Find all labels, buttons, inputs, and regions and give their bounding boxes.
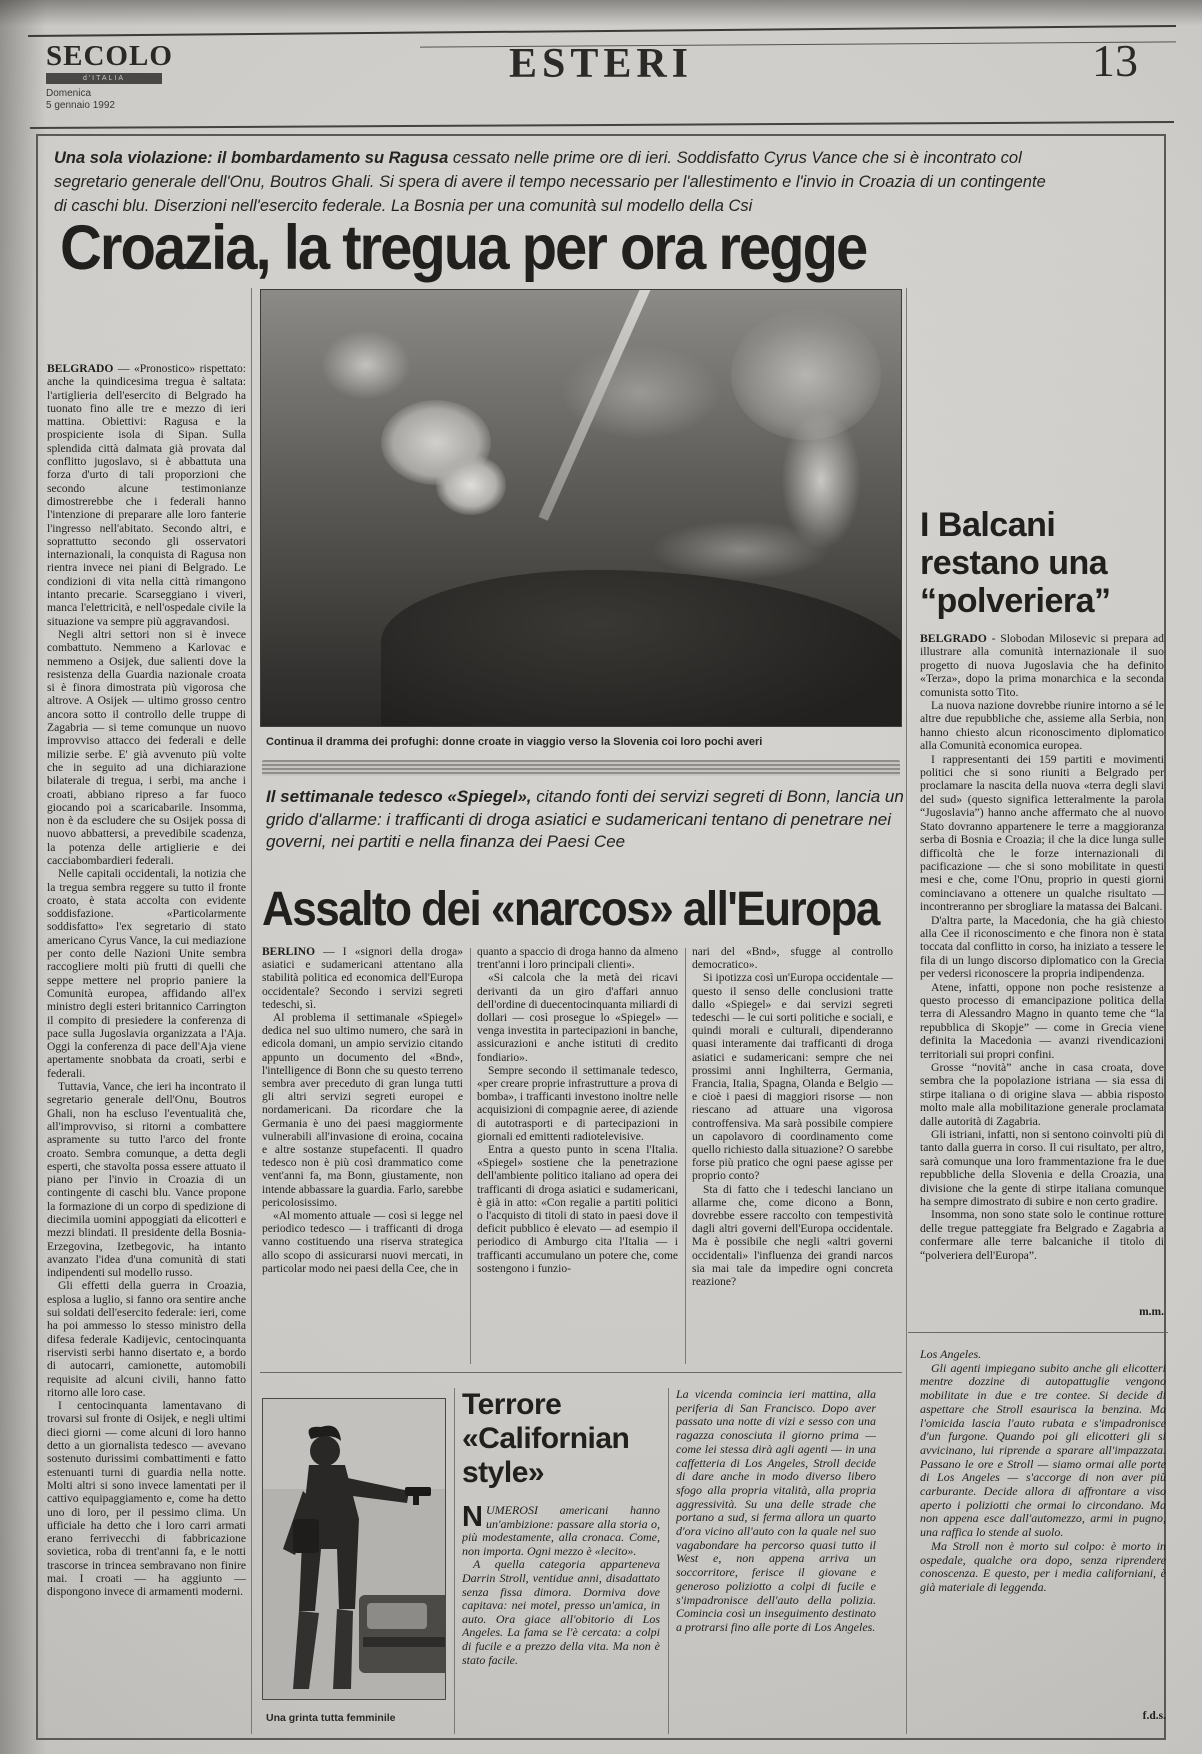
narcos-column-3 xyxy=(692,946,893,1366)
narcos-c2-p4: Entra a questo punto in scena l'Italia. «Spiegel» sostiene che la penetrazione dell'ambiente politico italiano ad opera dei trafficanti di droga asiatici e sudamericani, è già in atto: «Con regalie a partiti politici o l'acquisto di titoli di stato in paesi dove il deficit pubblico è elevato — ad esempio il periodico di Amburgo cita l'Italia — i trafficanti accumulano un potere che, come sostengono i funzio- xyxy=(477,1144,678,1275)
balcani-p5: Atene, infatti, oppone non poche resistenze a questo processo di emancipazione politica della terra di Alessandro Magno in quanto teme che “la repubblica di Skopje” — come in Grecia viene definita la Macedonia — avanzi rivendicazioni territoriali sui propri confini. xyxy=(920,980,1164,1061)
balcani-p8: Insomma, non sono state solo le continue rotture delle tregue patteggiate fra Belgrado e Zagabria a confermare alle terre balcaniche il titolo di “polveriera dell'Europa”. xyxy=(920,1208,1164,1262)
scan-shadow xyxy=(0,0,1202,26)
terrore-c2-p1: La vicenda comincia ieri mattina, alla periferia di San Francisco. Dopo aver passato una notte di vizi e sesso con una ragazza conosciuta il giorno prima — come lei stessa dirà agli agenti — in una caffetteria di Los Angeles, Stroll decide di dare anche in modo diverso libero sfogo alla propria vitalità, alla propria aggressività. Su una delle strade che portano a sud, si ferma allora un quarto d'ora vicino all'auto con la quale nel suo vagabondare ha percorso quasi tutto il West e, non appena arriva un soccorritore, ferisce il giovane e generoso poliziotto a colpi di fucile e s'impadronisce dell'auto della polizia. Comincia così un inseguimento destinato a protrarsi fino alle porte di Los Angeles. xyxy=(676,1388,876,1634)
policewoman-illustration xyxy=(263,1399,446,1700)
balcani-headline-line1: I Balcani xyxy=(920,506,1056,544)
narcos-c1-p1: — I «signori della droga» asiatici e sudamericani attentano alla stabilità politica ed economica dell'Europa occidentale? Secondo i servizi segreti tedeschi, sì. xyxy=(262,946,463,1011)
narcos-c2-p2: «Si calcola che la metà dei ricavi derivanti da un giro d'affari annuo dell'ordine di duecentocinquanta miliardi di dollari — così prosegue lo «Spiegel» — venga investita in partecipazioni in banche, assicurazioni e anche istituti di credito fondiario». xyxy=(477,972,678,1064)
terrore-headline-line3: style» xyxy=(462,1456,545,1489)
balcani-headline-line3: “polveriera” xyxy=(920,582,1111,620)
narcos-c1-p2: Al problema il settimanale «Spiegel» dedica nel suo ultimo numero, che sarà in edicola domani, un ampio servizio citando appunto un documento del «Bnd», l'intelligence di Bonn che su questo terreno sembra aver preceduto di gran lunga tutti gli altri servizi segreti europei e nordamericani. Da ricordare che la Germania è uno dei paesi maggiormente vulnerabili all'invasione di eroina, cocaina e altre sostanze stupefacenti. Il quadro tedesco non è più così drammatico come vent'anni fa, ma Bonn, giustamente, non intende abbassare la guardia. Farlo, sarebbe pericolosissimo. xyxy=(262,1012,463,1209)
narcos-c3-p3: Sta di fatto che i tedeschi lanciano un allarme che, come dicono a Bonn, dovrebbe essere raccolto con tempestività dagli altri governi dell'Europa occidentale. Ma è possibile che negli «altri governi occidentali» l'influenza dei grandi narcos sia mai tale da impedire ogni concreta reazione? xyxy=(692,1183,893,1289)
policewoman-photo xyxy=(262,1398,446,1700)
main-article-p2: Negli altri settori non si è invece combattuto. Nemmeno a Karlovac e nemmeno a Osijek, due salienti dove la resistenza della Guardia nazionale croata si è finora dimostrata più vigorosa che altrove. A Osijek — ultimo grosso centro ancora sotto il controllo delle truppe di Zagabria — si teme comunque un nuovo improvviso attacco dei federali e delle milizie serbe. E' già avvenuto più volte che in seguito ad una dichiarazione bilaterale di tregua, i serbi, ma anche i croati, abbiano ripreso a far fuoco giocando poi a scaricabarile. Insomma, non è da escludere che su Osijek possa di nuovo abbattersi, a prevedibile scadenza, la potenza delle artiglierie e dei cacciabombardieri federali. xyxy=(47,627,246,867)
lead-summary-bold: Una sola violazione: il bombardamento su Ragusa xyxy=(54,149,449,167)
main-article-p5: Gli effetti della guerra in Croazia, esplosa a luglio, si fanno ora sentire anche sui soldati dell'esercito federale: ieri, come ha poi ammesso lo stesso ministro della difesa federale Kadijevic, centocinquanta riservisti serbi hanno disertato e, a bordo di autocarri, camionette, automobili requisite ad alcuni civili, hanno fatto ritorno alle loro case. xyxy=(47,1279,246,1399)
date-full: 5 gennaio 1992 xyxy=(46,100,115,111)
balcani-p3: I rappresentanti dei 159 partiti e movimenti politici che si sono riuniti a Belgrado per proclamare la nascita della nuova «terra degli slavi del sud» (questo significa letteralmente la parola “Jugoslavia”) hanno anche affermato che al nuovo Stato dovranno appartenere le terre a maggioranza serba di Bosnia e Croazia; il che la dice lunga sulle difficoltà che le forze internazionali di pacificazione — che si sono mobilitate in questi mesi e che, come l'Onu, proprio in questi giorni cominciavano a ottenere un qualche risultato — incontreranno per sbrogliare la matassa dei Balcani. xyxy=(920,752,1164,914)
lead-summary-rest: cessato nelle prime ore di ieri. Soddisfatto Cyrus Vance che si è incontrato col segretario generale dell'Onu, Boutros Ghali. Si spera di avere il tempo necessario per l'allestimento e l'invio in Croazia di un contingente di caschi blu. Diserzioni nell'esercito federale. La Bosnia per una comunità sul modello della Csi xyxy=(54,149,1046,215)
column-divider xyxy=(668,1388,669,1734)
balcani-headline xyxy=(920,506,1170,620)
terrore-column-2 xyxy=(676,1388,876,1738)
refugees-photo xyxy=(260,289,902,727)
dateline: BELGRADO xyxy=(47,362,114,375)
page-number: 13 xyxy=(1092,35,1138,86)
lead-summary xyxy=(54,146,1054,218)
balcani-p4: D'altra parte, la Macedonia, che ha già chiesto alla Cee il riconoscimento e che finora non è stata toccata dal conflitto in corso, ha iniziato a tessere le fila di un lungo discorso diplomatico con la Grecia per vedersi riconoscere la propria indipendenza. xyxy=(920,913,1164,981)
narcos-c2-p3: Sempre secondo il settimanale tedesco, «per creare proprie infrastrutture a prova di bomba», i trafficanti investono inoltre nelle acquisizioni di compagnie aeree, di aziende di autotrasporti e di partecipazioni in giornali ed emittenti radiotelevisive. xyxy=(477,1064,678,1143)
main-article-p3: Nelle capitali occidentali, la notizia che la tregua sembra reggere su tutto il fronte croato, è stata accolta con evidente soddisfazione. «Particolarmente soddisfatto» l'ex segretario di stato americano Cyrus Vance, la cui mediazione per conto delle Nazioni Unite sembra raccogliere molti più frutti di quelli che seppe mettere nel proprio paniere la Comunità europea, affidando all'ex ministro degli esteri britannico Carrington il compito di presiedere la conferenza di pace sulla Jugoslavia organizzata a l'Aja. Oggi la conferenza di pace dell'Aja viene apertamente snobbata da croati, serbi e federali. xyxy=(47,867,246,1080)
section-title: ESTERI xyxy=(508,41,694,87)
balcani-article-column xyxy=(920,632,1164,1298)
photo-bundle xyxy=(651,520,831,580)
main-article-p1: — «Pronostico» rispettato: anche la quindicesima tregua è saltata: l'artiglieria dell'esercito di Belgrado ha tuonato fino alle tre e mezzo di ieri mattina. Obiettivi: Ragusa e la prospiciente isola di Sipan. Sulla splendida città dalmata già provata dal conflitto jugoslavo, si è abbattuta una forza d'urto di tali proporzioni che secondo alcune testimonianze dimostrerebbe che i federali hanno l'intenzione di preparare alle loro fanterie l'ingresso nell'abitato. Secondo altri, e soprattutto secondo gli osservatori internazionali, la conquista di Ragusa non rientra invece nei piani di Belgrado. Le condizioni di vita nella città rimangono intanto precarie. Scarseggiano i viveri, manca l'elettricità, e nell'ospedale civile la situazione va sempre più aggravandosi. xyxy=(47,362,246,628)
balcani-signature: m.m. xyxy=(1139,1306,1164,1318)
balcani-p7: Gli istriani, infatti, non si sentono coinvolti più di tanto dalla guerra in corso. Il cui risultato, per altro, sarà comunque una loro frammentazione fra le due repubbliche della Slovenia e della Croazia, una divisione che la gente di stirpe italiana comunque ha sempre dimostrato di subire e non certo gradire. xyxy=(920,1128,1164,1209)
narcos-column-2 xyxy=(477,946,678,1366)
narcos-standfirst-rest: citando fonti dei servizi segreti di Bonn, lancia un grido d'allarme: i trafficanti di droga asiatici e sudamericani tentano di penetrare nei governi, nei partiti e nella finanza dei Paesi Cee xyxy=(266,787,904,851)
main-article-p4: Tuttavia, Vance, che ieri ha incontrato il segretario generale dell'Onu, Boutros Ghali, non ha escluso l'eventualità che, all'improvviso, si ritorni a combattere aspramente su tutto l'arco del fronte croato. Sembra comunque, a detta degli esperti, che stavolta possa essere attuato il piano per l'invio in Croazia di un contingente di caschi blu. Vance propone la formazione di un corpo di spedizione di diecimila uomini appoggiati da elicotteri e mezzi blindati. Il presidente della Bosnia-Erzegovina, Izetbegovic, ha intanto avanzato l'idea d'una comunità di stati indipendenti sul modello russo. xyxy=(47,1080,246,1280)
main-article-p6: I centocinquanta lamentavano di trovarsi sul fronte di Osijek, e negli ultimi dieci giorni — come alcuni di loro hanno detto a un giornalista tedesco — avevano sostenuto durissimi combattimenti e fatto estenuanti turni di guardia nella notte. Molti altri si sono invece lamentati per il cattivo equipaggiamento e, come ha detto uno di loro, per il pessimo clima. Un ufficiale ha detto che i loro carri armati erano ferrivecchi di fabbricazione sovietica, roba di trent'anni fa, e le notti trascorse in trincea sembravano non finire mai. I croati — ha aggiunto — dispongono invece di armamenti moderni. xyxy=(47,1399,246,1599)
terrore-p2: A quella categoria apparteneva Darrin Stroll, ventidue anni, disadattato senza fissa dimora. Dormiva dove capitava: nei motel, presso un'amica, in auto. Ora giace all'obitorio di Los Angeles. La fama se l'è cercata: a colpi di fucile e a prezzo della vita. Ma non è stato facile. xyxy=(462,1557,660,1667)
terrore-c3-p2: Ma Stroll non è morto sul colpo: è morto in ospedale, qualche ora dopo, senza riprendere conoscenza. E questo, per i media californiani, è già materiale di leggenda. xyxy=(920,1538,1166,1594)
terrore-column-3 xyxy=(920,1348,1166,1708)
photo-figure xyxy=(321,330,411,400)
page-content-box xyxy=(36,134,1166,1740)
terrore-c3-p1: Gli agenti impiegano subito anche gli elicotteri mentre dozzine di autopattuglie vengono mobilitate in due e tre contee. Si decide di aspettare che Stroll esaurisca la benzina. Ma l'omicida lascia l'auto rubata e s'impadronisce d'un furgone. Quando poi gli elicotteri gli si avvicinano, lui riprende a sparare all'impazzata. Passano le ore e Stroll — siamo ormai alle porte di Los Angeles — s'accorge di non aver più carburante. Decide allora di affrontare a viso aperto i poliziotti che ormai lo circondano. Ma non appena esce dall'automezzo, armi in pugno, una raffica lo stende al suolo. xyxy=(920,1360,1166,1540)
date-weekday: Domenica xyxy=(46,88,92,99)
balcani-p1: - Slobodan Milosevic si prepara ad illustrare alla comunità internazionale il suo progetto di nuova Jugoslavia che ha definito «Terza», dopo la prima monarchica e la seconda comunista sotto Tito. xyxy=(920,632,1164,699)
balcani-p6: Grosse “novità” anche in casa croata, dove sembra che la popolazione istriana — sia essa di stirpe italiana o di origine slava — abbia risposto molto male alla mobilitazione generale proclamata dalle autorità di Zagabria. xyxy=(920,1061,1164,1128)
narcos-c2-p1: quanto a spaccio di droga hanno da almeno trent'anni i loro principali clienti». xyxy=(477,946,678,972)
balcani-headline-line2: restano una xyxy=(920,544,1108,582)
refugees-photo-caption: Continua il dramma dei profughi: donne croate in viaggio verso la Slovenia coi loro pochi averi xyxy=(266,736,763,748)
narcos-c3-p2: Si ipotizza così un'Europa occidentale — questo il senso delle conclusioni tratte dallo «Spiegel» e dai servizi segreti tedeschi — le cui sorti politiche e sociali, e quindi morali e culturali, dipenderanno quasi interamente dai trafficanti di droga asiatici e sudamericani: sempre che nei prossimi anni Inghilterra, Germania, Francia, Italia, Spagna, Olanda e Belgio — e cioè i paesi di maggiori risorse — non riescano ad attuare una vigorosa controffensiva. Ma sarà possibile compiere un capolavoro di coordinamento come quello richiesto dalla situazione? O sarebbe forse più pratico che ogni paese agisse per proprio conto? xyxy=(692,972,893,1183)
narcos-c1-p3: «Al momento attuale — così si legge nel periodico tedesco — i trafficanti di droga vanno costituendo una riserva strategica allo scopo di assicurarsi nuovi mercati, in particolar modo nei paesi della Cee, che in xyxy=(262,1210,463,1275)
terrore-headline xyxy=(462,1388,672,1490)
terrore-column-1 xyxy=(462,1504,660,1734)
terrore-cityline: Los Angeles. xyxy=(920,1348,982,1361)
dateline: BERLINO xyxy=(262,946,316,958)
narcos-standfirst xyxy=(266,786,906,854)
column-divider xyxy=(251,288,252,1734)
narcos-column-1 xyxy=(262,946,463,1366)
terrore-headline-line2: «Californian xyxy=(462,1422,630,1455)
balcani-p2: La nuova nazione dovrebbe riunire intorno a sé le altre due repubbliche che, assieme alla Serbia, non hanno chiesto alcun riconoscimento diplomatico alla Comunità economica europea. xyxy=(920,699,1164,753)
main-article-text xyxy=(47,362,246,1599)
narcos-standfirst-bold: Il settimanale tedesco «Spiegel», xyxy=(266,787,532,806)
terrore-signature: f.d.s. xyxy=(1142,1710,1166,1722)
narcos-c3-p1: nari del «Bnd», sfugge al controllo democratico». xyxy=(692,946,893,972)
narcos-headline: Assalto dei «narcos» all'Europa xyxy=(262,882,879,936)
main-article-column xyxy=(47,362,246,1734)
column-divider xyxy=(906,288,907,1734)
main-headline: Croazia, la tregua per ora regge xyxy=(60,213,867,284)
section-divider xyxy=(262,760,900,776)
terrore-headline-line1: Terrore xyxy=(462,1388,562,1421)
column-divider xyxy=(685,948,686,1364)
masthead-title: SECOLO xyxy=(46,40,173,72)
dateline: BELGRADO xyxy=(920,632,987,645)
terrore-p1: UMEROSI americani hanno un'ambizione: passare alla storia o, più modestamente, alla cronaca. Come, non importa. Ogni mezzo è «lecito». xyxy=(462,1504,660,1558)
drop-cap: N xyxy=(462,1504,483,1533)
photo-figure-headscarf xyxy=(436,455,506,515)
photo-dark-foreground xyxy=(381,570,902,727)
horizontal-rule xyxy=(908,1332,1168,1333)
masthead-bar: d'ITALIA xyxy=(46,73,162,84)
policewoman-photo-caption: Una grinta tutta femminile xyxy=(266,1712,396,1724)
column-divider xyxy=(470,948,471,1364)
column-divider xyxy=(454,1388,455,1734)
horizontal-rule xyxy=(260,1372,902,1373)
